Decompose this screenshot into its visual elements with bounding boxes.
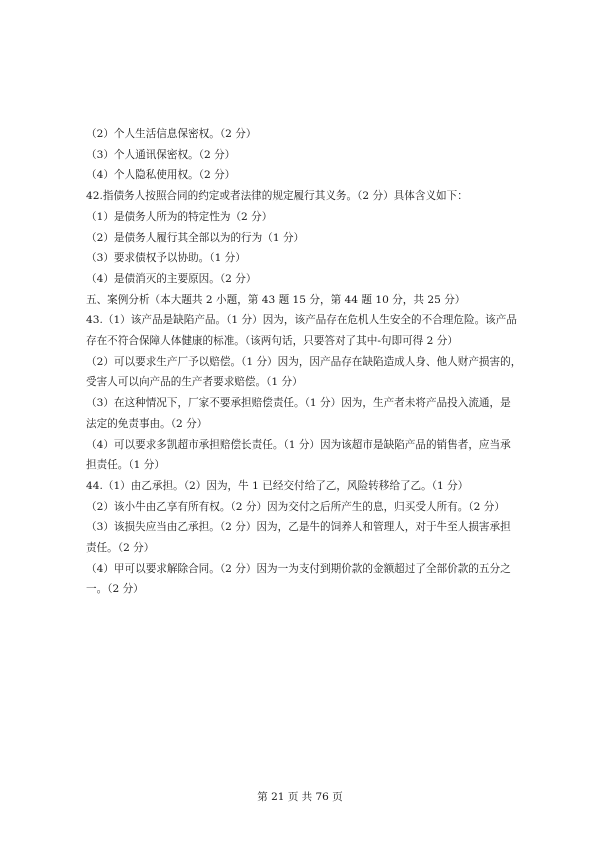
answer-line: （3）个人通讯保密权。（2 分） xyxy=(86,148,236,161)
answer-line: 担责任。（1 分） xyxy=(86,459,165,472)
answer-line: 法定的免责事由。（2 分） xyxy=(86,417,208,430)
question-44-line: 44.（1）由乙承担。（2）因为，牛 1 已经交付给了乙，风险转移给了乙。（1 分） xyxy=(86,479,469,492)
answer-line: 存在不符合保障人体健康的标准。（该两句话，只要答对了其中-句即可得 2 分） xyxy=(86,335,458,348)
answer-line: （3）要求债权予以协助。（1 分） xyxy=(86,252,246,265)
answer-line: （2）可以要求生产厂予以赔偿。（1 分）因为，因产品存在缺陷造成人身、他人财产损害的， xyxy=(86,355,522,368)
section-heading: 五、案例分析（本大题共 2 小题，第 43 题 15 分，第 44 题 10 分，共 25 分） xyxy=(86,293,466,306)
answer-line: （4）可以要求多凯超市承担赔偿长责任。（1 分）因为该超市是缺陷产品的销售者，应当承 xyxy=(86,438,511,451)
answer-line: （4）个人隐私使用权。（2 分） xyxy=(86,169,236,182)
question-42-line: 42.指债务人按照合同的约定或者法律的规定履行其义务。（2 分）具体含义如下： xyxy=(86,190,468,203)
question-43-line: 43.（1）该产品是缺陷产品。（1 分）因为，该产品存在危机人生安全的不合理危险。该产品 xyxy=(86,314,517,327)
answer-content xyxy=(86,124,526,600)
answer-line: （1）是债务人所为的特定性为（2 分） xyxy=(86,210,273,223)
answer-line: （4）甲可以要求解除合同。（2 分）因为一为支付到期价款的金额超过了全部价款的五分之 xyxy=(86,562,511,575)
answer-line: （4）是债消灭的主要原因。（2 分） xyxy=(86,272,257,285)
answer-line: 受害人可以向产品的生产者要求赔偿。（1 分） xyxy=(86,376,303,389)
answer-line: （3）在这种情况下，厂家不要承担赔偿责任。（1 分）因为，生产者未将产品投入流通，是 xyxy=(86,397,511,410)
answer-line: 责任。（2 分） xyxy=(86,542,155,555)
answer-line: （3）该损失应当由乙承担。（2 分）因为，乙是牛的饲养人和管理人，对于牛至人损害承担 xyxy=(86,521,511,534)
answer-line: （2）该小牛由乙享有所有权。（2 分）因为交付之后所产生的息，归买受人所有。（2 分） xyxy=(86,500,505,513)
answer-line: （2）个人生活信息保密权。（2 分） xyxy=(86,128,257,140)
answer-line: 一。（2 分） xyxy=(86,583,144,596)
answer-line: （2）是债务人履行其全部以为的行为（1 分） xyxy=(86,231,305,244)
page-number-footer: 第 21 页 共 76 页 xyxy=(257,791,343,803)
